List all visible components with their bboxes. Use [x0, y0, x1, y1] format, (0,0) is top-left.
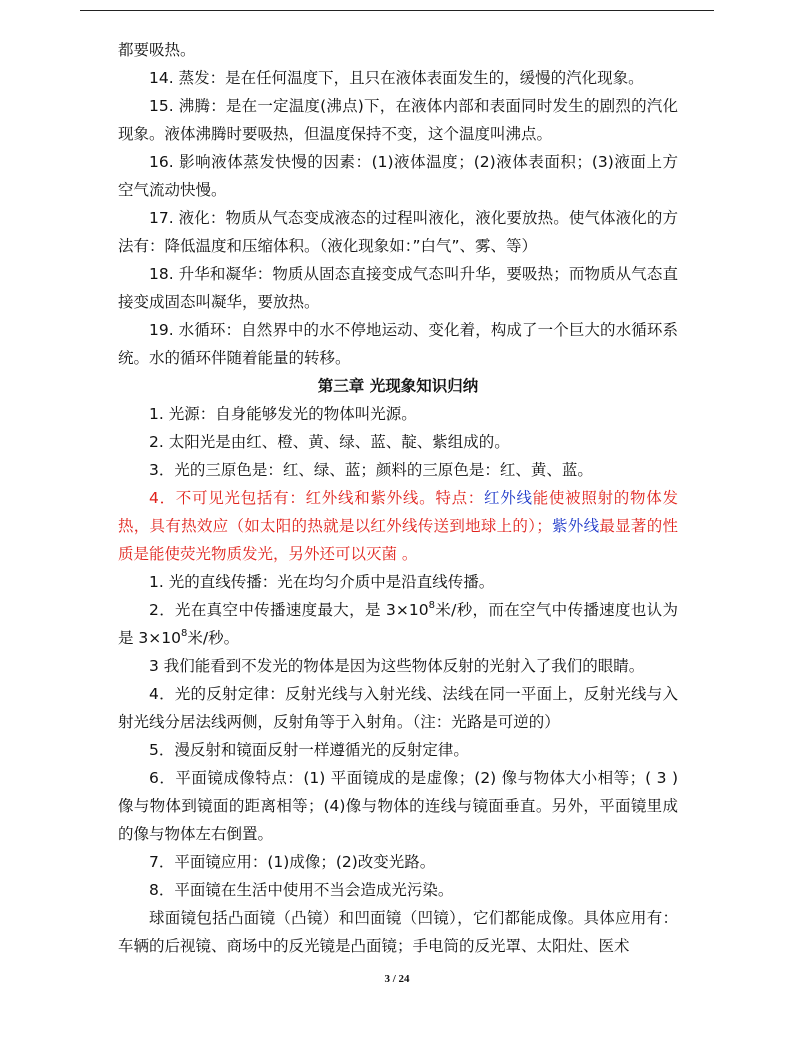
- exponent-1: 8: [428, 599, 435, 611]
- chapter-heading: 第三章 光现象知识归纳: [317, 377, 479, 395]
- page-body: [118, 36, 678, 960]
- propagation-item-2-speed: [118, 596, 678, 652]
- exponent-2: 8: [181, 627, 188, 639]
- propagation-item-4-reflection-law: 4．光的反射定律：反射光线与入射光线、法线在同一平面上，反射光线与入射光线分居法线两侧，反射角等于入射角。（注：光路是可逆的）: [118, 685, 678, 731]
- item-17-liquefaction: 17. 液化：物质从气态变成液态的过程叫液化，液化要放热。使气体液化的方法有：降低温度和压缩体积。（液化现象如：”白气”、雾、等）: [118, 209, 678, 255]
- propagation-item-3: 3 我们能看到不发光的物体是因为这些物体反射的光射入了我们的眼睛。: [149, 657, 645, 675]
- infrared-term: 红外线: [484, 489, 533, 507]
- propagation-item-7: 7．平面镜应用：(1)成像；(2)改变光路。: [149, 853, 436, 871]
- propagation-item-6-plane-mirror: 6．平面镜成像特点：(1) 平面镜成的是虚像；(2) 像与物体大小相等；( 3 ) 像与物体到镜面的距离相等；(4)像与物体的连线与镜面垂直。另外，平面镜里成的像与物体左右倒置。: [118, 769, 678, 843]
- speed-text-a: 2．光在真空中传播速度最大，是 3×10: [149, 601, 429, 619]
- ultraviolet-term: 紫外线: [551, 517, 600, 535]
- item-18-sublimation: 18. 升华和凝华：物质从固态直接变成气态叫升华，要吸热；而物质从气态直接变成固态叫凝华，要放热。: [118, 265, 678, 311]
- propagation-item-5: 5．漫反射和镜面反射一样遵循光的反射定律。: [149, 741, 469, 759]
- propagation-item-8: 8．平面镜在生活中使用不当会造成光污染。: [149, 881, 454, 899]
- header-rule: [80, 10, 714, 11]
- speed-text-c: 米/秒。: [187, 629, 240, 647]
- light-item-3: 3．光的三原色是：红、绿、蓝；颜料的三原色是：红、黄、蓝。: [149, 461, 593, 479]
- speed-text-b: 米/秒，而在空气中传播速度也认为是 3×10: [118, 601, 678, 647]
- item-19-water-cycle: 19. 水循环：自然界中的水不停地运动、变化着，构成了一个巨大的水循环系统。水的循环伴随着能量的转移。: [118, 321, 678, 367]
- invisible-light-intro: 4．不可见光包括有：红外线和紫外线。特点：: [149, 489, 485, 507]
- light-item-2: 2. 太阳光是由红、橙、黄、绿、蓝、靛、紫组成的。: [149, 433, 510, 451]
- item-15-boiling: 15. 沸腾：是在一定温度(沸点)下，在液体内部和表面同时发生的剧烈的汽化现象。液体沸腾时要吸热，但温度保持不变，这个温度叫沸点。: [118, 97, 678, 143]
- propagation-item-1: 1. 光的直线传播：光在均匀介质中是沿直线传播。: [149, 573, 495, 591]
- item-16-evaporation-factors: 16. 影响液体蒸发快慢的因素：(1)液体温度；(2)液体表面积；(3)液面上方空气流动快慢。: [118, 153, 678, 199]
- paragraph-continuation: 都要吸热。: [118, 41, 196, 59]
- ultraviolet-description: 最显著的性质是能使荧光物质发光，另外还可以灭菌 。: [118, 517, 678, 563]
- light-item-4-invisible-light: [118, 484, 678, 568]
- item-14-evaporation: 14. 蒸发：是在任何温度下，且只在液体表面发生的，缓慢的汽化现象。: [149, 69, 644, 87]
- infrared-description: 能使被照射的物体发热，具有热效应（如太阳的热就是以红外线传送到地球上的）；: [118, 489, 678, 535]
- light-item-1: 1. 光源：自身能够发光的物体叫光源。: [149, 405, 417, 423]
- spherical-mirror-paragraph: 球面镜包括凸面镜（凸镜）和凹面镜（凹镜），它们都能成像。具体应用有：车辆的后视镜、商场中的反光镜是凸面镜；手电筒的反光罩、太阳灶、医术: [118, 909, 678, 955]
- page-number: 3 / 24: [384, 973, 410, 985]
